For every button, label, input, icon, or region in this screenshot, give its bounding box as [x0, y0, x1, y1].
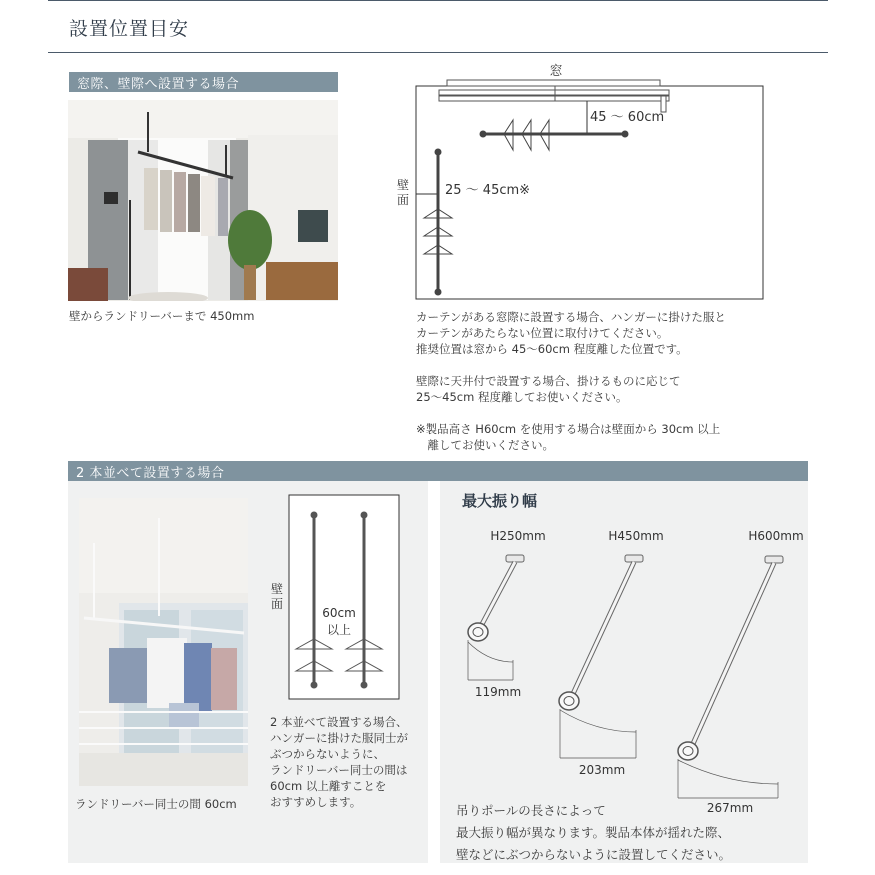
section2-note-4: ランドリーバー同士の間は [270, 763, 408, 777]
swing-note-2: 最大振り幅が異なります。製品本体が揺れた際、 [456, 825, 731, 840]
section1-note-2: カーテンがあたらない位置に取付けてください。 [416, 326, 669, 340]
section2-note-1: 2 本並べて設置する場合、 [270, 715, 408, 729]
section1-note-3: 推奨位置は窓から 45〜60cm 程度離した位置です。 [416, 342, 688, 356]
page-title: 設置位置目安 [69, 18, 190, 40]
section2-note-2: ハンガーに掛けた服同士が [270, 731, 408, 745]
section1-note-7: 離してお使いください。 [416, 438, 554, 452]
model-h600-width: 267mm [706, 801, 754, 815]
section1-note-5: 25〜45cm 程度離してお使いください。 [416, 390, 628, 404]
side-by-side-photo [79, 498, 248, 786]
section2-heading: 2 本並べて設置する場合 [68, 461, 808, 481]
model-h450-width: 203mm [578, 763, 626, 777]
section1-heading: 窓際、壁際へ設置する場合 [69, 72, 338, 92]
wall-distance-label: 25 〜 45cm※ [445, 183, 531, 198]
swing-heading: 最大振り幅 [462, 492, 538, 510]
window-distance-label: 45 〜 60cm [590, 110, 665, 125]
model-h600-height: H600mm [748, 529, 804, 543]
swing-note-1: 吊りポールの長さによって [456, 803, 606, 818]
model-h250-height: H250mm [490, 529, 546, 543]
model-h450-height: H450mm [608, 529, 664, 543]
window-wall-diagram [395, 58, 775, 308]
model-h250-width: 119mm [474, 685, 522, 699]
section2-note-3: ぶつからないように、 [270, 747, 385, 761]
section1-note-4: 壁際に天井付で設置する場合、掛けるものに応じて [416, 374, 681, 388]
wall-label-1: 壁 [396, 178, 410, 192]
window-label: 窓 [549, 64, 563, 79]
section2-note-5: 60cm 以上離すことを [270, 779, 387, 793]
wall-label-2: 面 [396, 193, 410, 207]
window-room-photo [68, 100, 338, 301]
s2-wall-label-1: 壁 [270, 582, 284, 596]
section2-photo-caption: ランドリーバー同士の間 60cm [75, 797, 237, 811]
section1-note-1: カーテンがある窓際に設置する場合、ハンガーに掛けた服と [416, 310, 726, 324]
top-rule [48, 0, 828, 1]
s2-wall-label-2: 面 [270, 597, 284, 611]
section1-note-6: ※製品高さ H60cm を使用する場合は壁面から 30cm 以上 [416, 422, 721, 436]
swing-diagram [440, 520, 808, 820]
gap-label-1: 60cm [322, 606, 356, 620]
gap-label-2: 以上 [326, 623, 352, 637]
side-by-side-diagram [266, 493, 406, 703]
swing-note-3: 壁などにぶつからないように設置してください。 [456, 847, 732, 862]
section1-photo-caption: 壁からランドリーバーまで 450mm [69, 309, 255, 323]
section2-note-6: おすすめします。 [270, 795, 362, 809]
title-rule [48, 52, 828, 53]
